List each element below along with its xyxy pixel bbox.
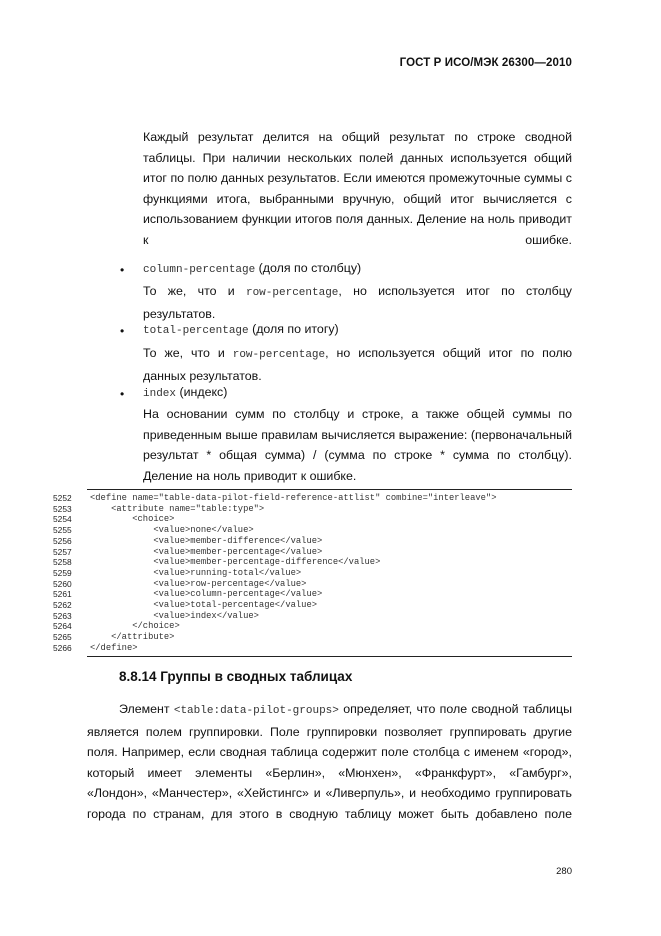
code-line-number: 5260 [53,578,72,589]
code-line: <define name="table-data-pilot-field-reference-attlist" combine="interleave"> [90,493,497,503]
code-line-number: 5253 [53,503,72,514]
code-listing [0,493,661,655]
code-line: <value>running-total</value> [90,567,302,578]
code-line-number: 5258 [53,557,72,568]
bullet-term [143,385,227,400]
desc-text: То же, что и [143,346,225,360]
document-header: ГОСТ Р ИСО/МЭК 26300—2010 [399,57,572,69]
term-code: column-percentage [143,264,256,276]
code-line: <value>none</value> [90,525,254,536]
desc-code: row-percentage [232,349,326,361]
code-line-number: 5256 [53,535,72,546]
term-label: (доля по столбцу) [258,261,362,275]
code-bottom-rule [87,656,572,657]
desc-text: То же, что и [143,284,235,298]
section-paragraph [87,699,572,824]
desc-text: , но используется итог по столбцу результатов. [143,284,572,321]
code-line-number: 5254 [53,514,72,525]
desc-code: row-percentage [245,287,339,299]
code-line: <choice> [90,514,175,525]
term-label: (индекс) [179,385,228,399]
code-line-number: 5252 [53,493,72,503]
bullet-description: На основании сумм по столбцу и строке, а также общей суммы по приведенным выше правилам вычисляется выражение: (первоначальный результат * общая сумма) / (сумма по строке * сумма по столбцу). Деление на ноль приводит к ошибке. [143,407,572,483]
desc-text: , но используется общий итог по полю данных результатов. [143,346,572,383]
page-number: 280 [556,866,572,877]
code-line: <value>total-percentage</value> [90,600,317,610]
section-heading: 8.8.14 Группы в сводных таблицах [119,669,353,684]
code-top-rule [87,489,572,490]
code-line: </attribute> [90,632,175,643]
code-line-number: 5255 [53,525,72,536]
bullet-mark: • [120,324,125,338]
code-line-number: 5262 [53,600,72,610]
term-label: (доля по итогу) [252,322,339,336]
section-text: определяет, что поле сводной таблицы является полем группировки. Поле группировки позволяет группировать другие поля. Например, если сводная таблица содержит поле столбца с именем «город», который имеет элементы «Берлин», «Мюнхен», «Франкфурт», «Гамбург», «Лондон», «Манчестер», «Хейстингс» и «Ливерпуль», и необходимо группировать города по странам, для этого в сводную таблицу может быть добавлено поле [87,702,572,821]
code-line: <value>column-percentage</value> [90,589,323,600]
code-line-number: 5264 [53,621,72,632]
code-line-number: 5259 [53,567,72,578]
element-code: <table:data-pilot-groups> [173,705,339,717]
code-line: </choice> [90,621,180,632]
code-line: <value>row-percentage</value> [90,578,307,589]
code-line: <value>index</value> [90,610,259,621]
code-line: <value>member-percentage-difference</value> [90,557,381,568]
term-code: index [143,388,177,400]
code-line-number: 5265 [53,632,72,643]
bullet-description [143,343,572,386]
term-code: total-percentage [143,325,249,337]
code-line: <attribute name="table:type"> [90,503,265,514]
bullet-term [143,322,339,337]
bullet-term [143,261,361,276]
section-text: Элемент [119,702,170,716]
bullet-description [143,281,572,324]
bullet-mark: • [120,263,125,277]
code-line: <value>member-difference</value> [90,535,323,546]
code-line: </define> [90,642,138,653]
code-line-number: 5261 [53,589,72,600]
code-line-number: 5266 [53,642,72,653]
code-line: <value>member-percentage</value> [90,546,323,557]
bullet-mark: • [120,387,125,401]
intro-paragraph: Каждый результат делится на общий результат по строке сводной таблицы. При наличии нескольких полей данных используется общий итог по полю данных результатов. Если имеются промежуточные суммы с функциями итога, выбранными вручную, общий итог вычисляется с использованием функции итогов поля данных. Деление на ноль приводит к ошибке. [143,130,572,247]
code-line-number: 5257 [53,546,72,557]
code-line-number: 5263 [53,610,72,621]
